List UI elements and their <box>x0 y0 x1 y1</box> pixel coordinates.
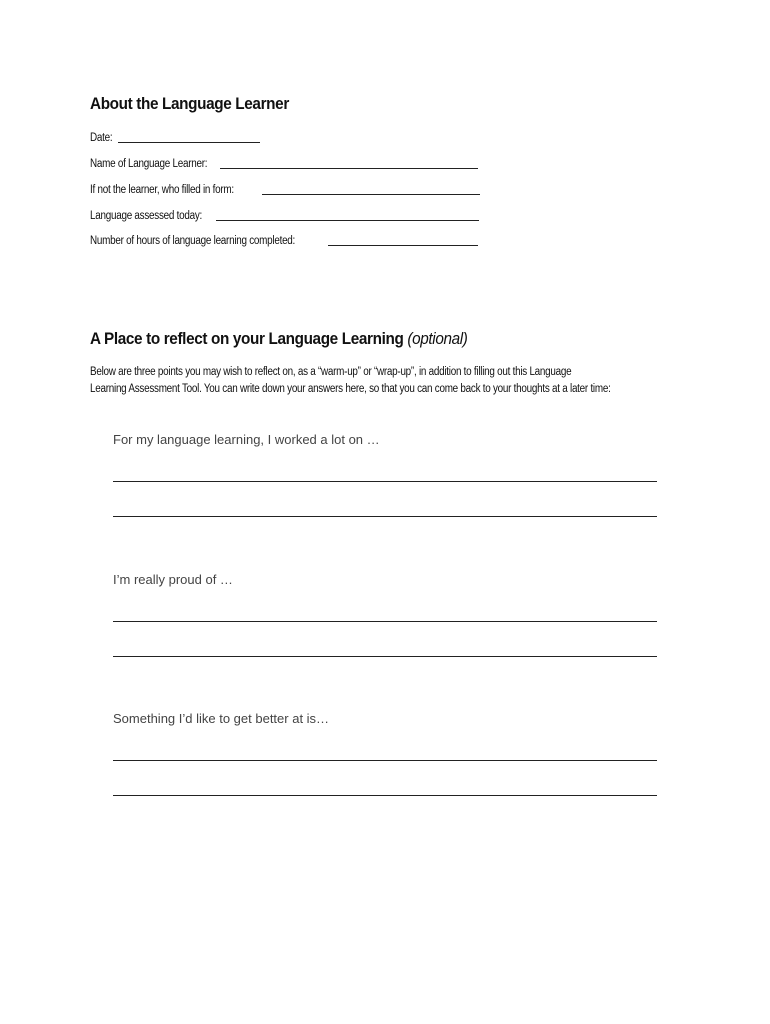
get-better-answer-line-2[interactable] <box>113 795 657 796</box>
hours-field-row <box>90 231 328 247</box>
learner-section-heading: About the Language Learner <box>90 94 289 113</box>
worked-on-answer-line-2[interactable] <box>113 516 657 517</box>
reflect-intro-line-2: Learning Assessment Tool. You can write down your answers here, so that you can come back to your thoughts at a later time: <box>90 383 611 395</box>
proud-of-answer-line-2[interactable] <box>113 656 657 657</box>
learner-name-label: Name of Language Learner: <box>90 158 208 170</box>
learner-name-field-row <box>90 154 226 170</box>
prompt-worked-on: For my language learning, I worked a lot on … <box>113 432 380 447</box>
proud-of-answer-line-1[interactable] <box>113 621 657 622</box>
get-better-answer-line-1[interactable] <box>113 760 657 761</box>
learner-name-input-line[interactable] <box>220 168 478 169</box>
hours-label: Number of hours of language learning completed: <box>90 235 296 247</box>
reflect-intro-line-1: Below are three points you may wish to reflect on, as a “warm-up” or “wrap-up”, in addition to filling out this Language <box>90 366 572 378</box>
prompt-proud-of: I’m really proud of … <box>113 572 233 587</box>
reflect-heading-text: A Place to reflect on your Language Learning <box>90 329 404 348</box>
reflect-section-heading <box>90 329 468 349</box>
date-label: Date: <box>90 132 113 144</box>
hours-input-line[interactable] <box>328 245 478 246</box>
filled-by-field-row <box>90 180 257 196</box>
filled-by-label: If not the learner, who filled in form: <box>90 184 234 196</box>
date-field-row <box>90 128 116 144</box>
prompt-get-better: Something I’d like to get better at is… <box>113 711 330 726</box>
reflect-heading-optional: (optional) <box>407 329 468 348</box>
worked-on-answer-line-1[interactable] <box>113 481 657 482</box>
language-assessed-input-line[interactable] <box>216 220 479 221</box>
language-assessed-label: Language assessed today: <box>90 210 203 222</box>
reflect-intro <box>90 364 730 398</box>
date-input-line[interactable] <box>118 142 260 143</box>
filled-by-input-line[interactable] <box>262 194 480 195</box>
language-assessed-field-row <box>90 206 220 222</box>
